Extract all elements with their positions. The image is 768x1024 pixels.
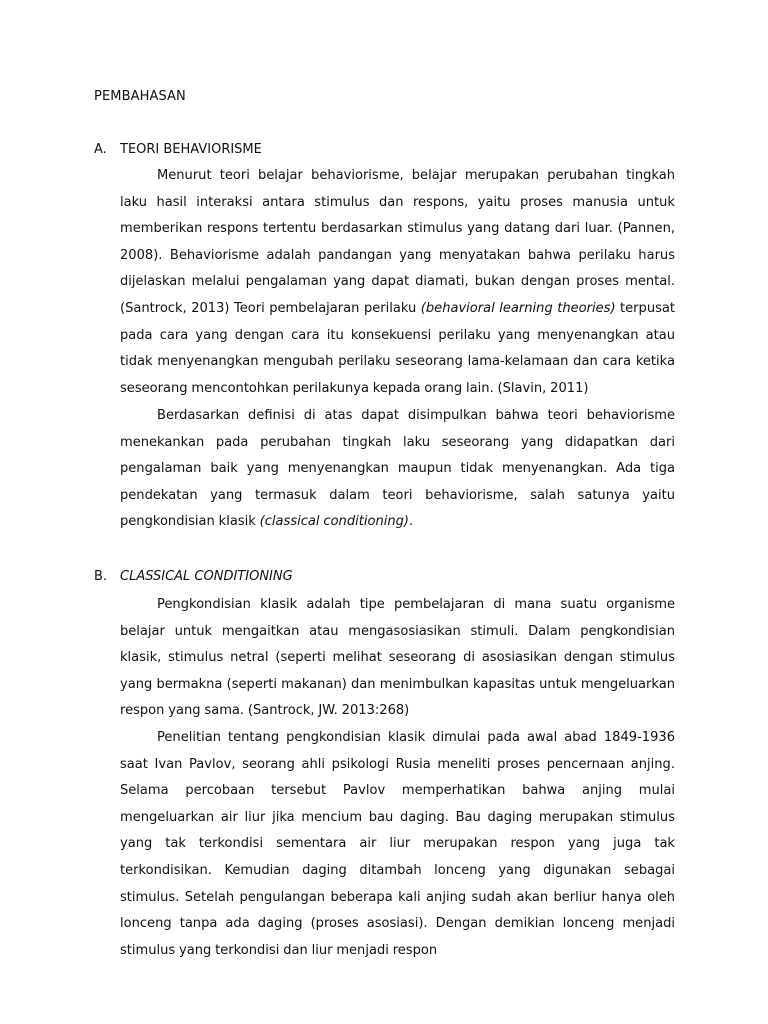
paragraph-pavlov-research [120,725,675,964]
paragraph-classical-conditioning-definition [120,592,675,725]
paragraph-text: terpusat pada cara yang dengan cara itu konsekuensi perilaku yang menyenangkan atau tidak menyenangkan mengubah perilaku seseorang lama-kelamaan dan cara ketika seseorang mencontohkan perilakunya kepada orang lain. (Slavin, 2011) [120,300,675,396]
section-letter: A. [94,142,107,157]
paragraph-text: Berdasarkan definisi di atas dapat disimpulkan bahwa teori behaviorisme menekankan pada perubahan tingkah laku seseorang yang didapatkan dari pengalaman baik yang menyenangkan maupun tidak menyenangkan. Ada tiga pendekatan yang termasuk dalam teori behaviorisme, salah satunya yaitu pengkondisian klasik [120,408,675,530]
paragraph-behaviorism-conclusion [120,403,675,536]
paragraph-text: Pengkondisian klasik adalah tipe pembelajaran di mana suatu organisme belajar untuk mengaitkan atau mengasosiasikan stimuli. Dalam pengkondisian klasik, stimulus netral (seperti melihat seseorang di asosiasikan dengan stimulus yang bermakna (seperti makanan) dan menimbulkan kapasitas untuk mengeluarkan respon yang sama. (Santrock, JW. 2013:268) [120,597,675,719]
paragraph-italic-term: (classical conditioning) [259,514,409,530]
paragraph-text: Menurut teori belajar behaviorisme, belajar merupakan perubahan tingkah laku hasil interaksi antara stimulus dan respons, yaitu proses manusia untuk memberikan respons tertentu berdasarkan stimulus yang datang dari luar. (Pannen, 2008). Behaviorisme adalah pandangan yang menyatakan bahwa perilaku harus dijelaskan melalui pengalaman yang dapat diamati, bukan dengan proses mental. (Santrock, 2013) Teori pembelajaran perilaku [120,168,675,316]
document-title: PEMBAHASAN [94,89,186,104]
section-heading-b [94,568,293,586]
paragraph-behaviorism-definition [120,163,675,402]
paragraph-text: . [409,514,414,530]
section-heading-text: CLASSICAL CONDITIONING [120,569,293,584]
section-letter: B. [94,569,108,584]
section-heading-text: TEORI BEHAVIORISME [120,142,262,157]
paragraph-text: Penelitian tentang pengkondisian klasik dimulai pada awal abad 1849-1936 saat Ivan Pavlov, seorang ahli psikologi Rusia meneliti proses pencernaan anjing. Selama percobaan tersebut Pavlov memperhatikan bahwa anjing mulai mengeluarkan air liur jika mencium bau daging. Bau daging merupakan stimulus yang tak terkondisi sementara air liur merupakan respon yang juga tak terkondisikan. Kemudian daging ditambah lonceng yang digunakan sebagai stimulus. Setelah pengulangan beberapa kali anjing sudah akan berliur hanya oleh lonceng tanpa ada daging (proses asosiasi). Dengan demikian lonceng menjadi stimulus yang terkondisi dan liur menjadi respon [120,730,675,958]
section-heading-a [94,141,262,159]
paragraph-italic-term: (behavioral learning theories) [420,300,616,316]
